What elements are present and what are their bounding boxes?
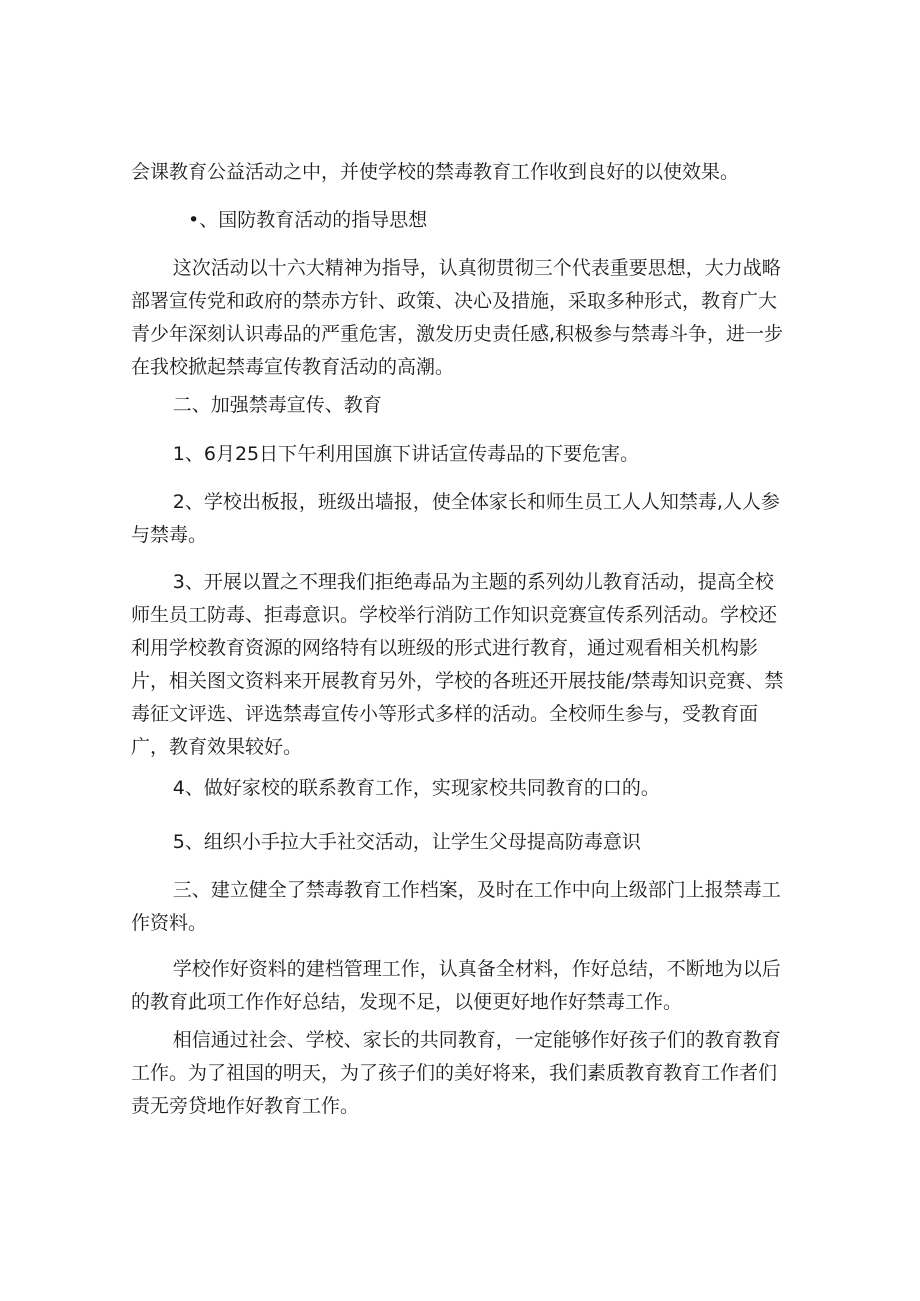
paragraph-guiding-thought: 这次活动以十六大精神为指导，认真彻贯彻三个代表重要思想，大力战略部署宣传党和政府的禁赤方针、政策、决心及措施，采取多种形式，教育广大青少年深刻认识毒品的严重危害，激发历史责任感,积极参与禁毒斗争，进一步在我校掀起禁毒宣传教育活动的高潮。 bbox=[131, 257, 784, 378]
list-item-4: 4、做好家校的联系教育工作，实现家校共同教育的口的。 bbox=[172, 777, 660, 799]
paragraph-archive-management: 学校作好资料的建档管理工作，认真备全材料，作好总结，不断地为以后的教育此项工作作好总结，发现不足，以便更好地作好禁毒工作。 bbox=[131, 958, 781, 1013]
list-item-1: 1、6月25日下午利用国旗下讲话宣传毒品的下要危害。 bbox=[172, 443, 640, 465]
paragraph-intro-continuation: 会课教育公益活动之中，并使学校的禁毒教育工作收到良好的以使效果。 bbox=[131, 161, 740, 183]
list-item-5: 5、组织小手拉大手社交活动，让学生父母提高防毒意识 bbox=[172, 831, 641, 853]
list-item-2: 2、学校出板报，班级出墙报，使全体家长和师生员工人人知禁毒,人人参与禁毒。 bbox=[131, 491, 780, 546]
list-item-3: 3、开展以置之不理我们拒绝毒品为主题的系列幼儿教育活动，提高全校师生员工防毒、拒毒意识。学校举行消防工作知识竞赛宣传系列活动。学校还利用学校教育资源的网络特有以班级的形式进行教育，通过观看相关机构影片，相关图文资料来开展教育另外，学校的各班还开展技能/禁毒知识竞赛、禁毒征文评选、评选禁毒宣传小等形式多样的活动。全校师生参与，受教育面广，教育效果较好。 bbox=[131, 571, 784, 758]
section-heading-archives: 三、建立健全了禁毒教育工作档案，及时在工作中向上级部门上报禁毒工作资料。 bbox=[131, 879, 781, 934]
section-heading-guiding-thought: •、国防教育活动的指导思想 bbox=[188, 209, 428, 231]
section-heading-publicity: 二、加强禁毒宣传、教育 bbox=[172, 394, 382, 416]
paragraph-conclusion: 相信通过社会、学校、家长的共同教育，一定能够作好孩子们的教育教育工作。为了祖国的明天，为了孩子们的美好将来，我们素质教育教育工作者们责无旁贷地作好教育工作。 bbox=[131, 1029, 781, 1117]
